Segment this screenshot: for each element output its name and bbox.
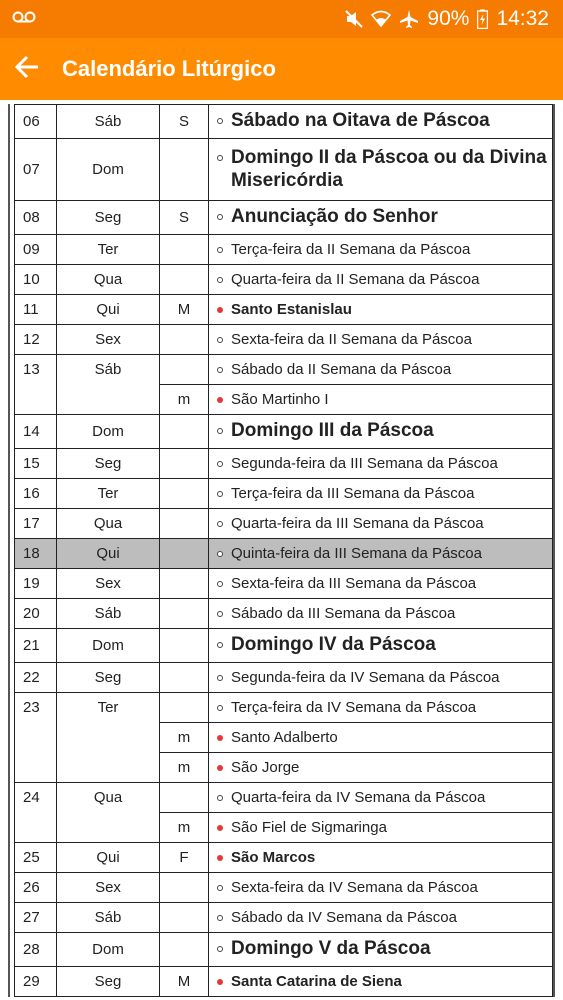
celebration-name: Quarta-feira da IV Semana da Páscoa (231, 788, 486, 806)
liturgical-grade (160, 539, 209, 569)
celebration (217, 938, 552, 961)
celebration-name: Sábado da IV Semana da Páscoa (231, 908, 457, 926)
calendar-row[interactable] (15, 539, 553, 569)
weekday: Qua (57, 265, 160, 295)
celebration (217, 879, 552, 897)
day-number: 25 (15, 843, 57, 873)
day-number: 07 (15, 139, 57, 201)
calendar-row[interactable] (15, 139, 553, 201)
weekday: Sex (57, 569, 160, 599)
celebration-name: São Jorge (231, 758, 300, 776)
celebration-cell (209, 295, 553, 325)
liturgical-grade (160, 903, 209, 933)
day-number: 14 (15, 415, 57, 449)
liturgical-grade (160, 629, 209, 663)
liturgical-grade (160, 235, 209, 265)
calendar-row[interactable] (15, 873, 553, 903)
red-bullet-icon (217, 855, 223, 861)
day-number: 12 (15, 325, 57, 355)
celebration (217, 515, 552, 533)
calendar-row[interactable] (15, 415, 553, 449)
liturgical-grade: m (160, 813, 209, 843)
celebration-cell (209, 629, 553, 663)
white-bullet-icon (217, 491, 223, 497)
day-number: 20 (15, 599, 57, 629)
white-bullet-icon (217, 247, 223, 253)
weekday: Seg (57, 967, 160, 997)
white-bullet-icon (217, 551, 223, 557)
red-bullet-icon (217, 765, 223, 771)
weekday: Sáb (57, 355, 160, 415)
celebration-name: Domingo II da Páscoa ou da Divina Misericórdia (231, 146, 547, 191)
calendar-row[interactable] (15, 105, 553, 139)
status-bar (0, 0, 563, 38)
celebration (217, 241, 552, 259)
celebration-cell (209, 479, 553, 509)
day-number: 27 (15, 903, 57, 933)
celebration (217, 147, 552, 193)
calendar-row[interactable] (15, 355, 553, 385)
liturgical-grade (160, 415, 209, 449)
red-bullet-icon (217, 735, 223, 741)
battery-charging-icon (477, 9, 488, 29)
weekday: Dom (57, 629, 160, 663)
celebration (217, 605, 552, 623)
app-bar (0, 38, 563, 100)
red-bullet-icon (217, 825, 223, 831)
celebration-name: Santo Adalberto (231, 728, 338, 746)
weekday: Dom (57, 415, 160, 449)
celebration (217, 575, 552, 593)
calendar-row[interactable] (15, 509, 553, 539)
calendar-row[interactable] (15, 903, 553, 933)
liturgical-grade (160, 479, 209, 509)
celebration-name: Quarta-feira da II Semana da Páscoa (231, 270, 480, 288)
day-number: 21 (15, 629, 57, 663)
celebration-cell (209, 843, 553, 873)
voicemail-icon (12, 10, 36, 29)
celebration-name: Sábado da II Semana da Páscoa (231, 360, 452, 378)
celebration-cell (209, 723, 553, 753)
weekday: Dom (57, 139, 160, 201)
liturgical-grade (160, 873, 209, 903)
celebration-name: Sexta-feira da III Semana da Páscoa (231, 574, 477, 592)
weekday: Ter (57, 235, 160, 265)
calendar-row[interactable] (15, 235, 553, 265)
liturgical-grade: M (160, 295, 209, 325)
celebration (217, 271, 552, 289)
white-bullet-icon (217, 214, 223, 220)
weekday: Seg (57, 663, 160, 693)
celebration-cell (209, 449, 553, 479)
day-number: 10 (15, 265, 57, 295)
celebration-name: Sábado na Oitava de Páscoa (231, 110, 490, 132)
calendar-content[interactable] (0, 100, 563, 1000)
celebration-name: Anunciação do Senhor (231, 206, 438, 228)
celebration-name: Terça-feira da II Semana da Páscoa (231, 240, 471, 258)
celebration-cell (209, 509, 553, 539)
weekday: Qui (57, 539, 160, 569)
calendar-body (15, 105, 553, 997)
white-bullet-icon (217, 581, 223, 587)
weekday: Sáb (57, 105, 160, 139)
celebration (217, 485, 552, 503)
celebration (217, 729, 552, 747)
celebration-name: Sábado da III Semana da Páscoa (231, 604, 456, 622)
calendar-table (14, 104, 553, 997)
calendar-row[interactable] (15, 693, 553, 723)
day-number: 18 (15, 539, 57, 569)
celebration-name: Quinta-feira da III Semana da Páscoa (231, 544, 482, 562)
white-bullet-icon (217, 277, 223, 283)
white-bullet-icon (217, 521, 223, 527)
celebration-cell (209, 663, 553, 693)
weekday: Sáb (57, 903, 160, 933)
calendar-row[interactable] (15, 599, 553, 629)
celebration-name: Santo Estanislau (231, 300, 352, 318)
liturgical-grade: m (160, 385, 209, 415)
liturgical-grade (160, 663, 209, 693)
calendar-row[interactable] (15, 569, 553, 599)
calendar-row[interactable] (15, 325, 553, 355)
weekday: Sex (57, 873, 160, 903)
celebration (217, 909, 552, 927)
celebration-cell (209, 933, 553, 967)
celebration (217, 789, 552, 807)
celebration-cell (209, 693, 553, 723)
celebration-cell (209, 325, 553, 355)
day-number: 13 (15, 355, 57, 415)
celebration-cell (209, 355, 553, 385)
liturgical-grade (160, 449, 209, 479)
white-bullet-icon (217, 642, 223, 648)
weekday: Ter (57, 693, 160, 783)
day-number: 16 (15, 479, 57, 509)
liturgical-grade (160, 355, 209, 385)
liturgical-grade (160, 783, 209, 813)
white-bullet-icon (217, 795, 223, 801)
celebration-name: Quarta-feira da III Semana da Páscoa (231, 514, 484, 532)
white-bullet-icon (217, 428, 223, 434)
day-number: 26 (15, 873, 57, 903)
celebration (217, 391, 552, 409)
battery-level: 90% (427, 7, 470, 30)
celebration-cell (209, 265, 553, 295)
celebration-cell (209, 201, 553, 235)
white-bullet-icon (217, 461, 223, 467)
back-button[interactable] (10, 52, 44, 86)
celebration-name: Domingo V da Páscoa (231, 938, 431, 960)
day-number: 24 (15, 783, 57, 843)
white-bullet-icon (217, 946, 223, 952)
celebration (217, 361, 552, 379)
liturgical-grade: S (160, 201, 209, 235)
celebration-name: Domingo IV da Páscoa (231, 634, 436, 656)
calendar-row[interactable] (15, 933, 553, 967)
celebration (217, 973, 552, 991)
clock: 14:32 (496, 7, 549, 30)
celebration-name: Segunda-feira da IV Semana da Páscoa (231, 668, 500, 686)
celebration-cell (209, 967, 553, 997)
day-number: 22 (15, 663, 57, 693)
liturgical-grade (160, 933, 209, 967)
calendar-row[interactable] (15, 783, 553, 813)
celebration-cell (209, 783, 553, 813)
day-number: 09 (15, 235, 57, 265)
weekday: Sáb (57, 599, 160, 629)
day-number: 28 (15, 933, 57, 967)
calendar-row[interactable] (15, 265, 553, 295)
liturgical-grade: S (160, 105, 209, 139)
celebration-name: São Marcos (231, 848, 316, 866)
celebration (217, 699, 552, 717)
day-number: 17 (15, 509, 57, 539)
celebration-name: Santa Catarina de Siena (231, 972, 402, 990)
white-bullet-icon (217, 611, 223, 617)
celebration-cell (209, 415, 553, 449)
celebration-name: São Martinho I (231, 390, 329, 408)
liturgical-grade: F (160, 843, 209, 873)
day-number: 23 (15, 693, 57, 783)
day-number: 08 (15, 201, 57, 235)
celebration (217, 634, 552, 657)
white-bullet-icon (217, 705, 223, 711)
calendar-row[interactable] (15, 449, 553, 479)
celebration-cell (209, 903, 553, 933)
celebration (217, 420, 552, 443)
red-bullet-icon (217, 397, 223, 403)
white-bullet-icon (217, 155, 223, 161)
wifi-icon (371, 10, 391, 28)
calendar-row[interactable] (15, 479, 553, 509)
celebration-cell (209, 873, 553, 903)
liturgical-grade (160, 325, 209, 355)
celebration (217, 849, 552, 867)
status-right (345, 7, 549, 31)
celebration-cell (209, 569, 553, 599)
weekday: Ter (57, 479, 160, 509)
celebration (217, 331, 552, 349)
weekday: Qui (57, 295, 160, 325)
celebration-name: Terça-feira da IV Semana da Páscoa (231, 698, 477, 716)
weekday: Sex (57, 325, 160, 355)
liturgical-grade (160, 139, 209, 201)
day-number: 06 (15, 105, 57, 139)
calendar-row[interactable] (15, 629, 553, 663)
weekday: Qui (57, 843, 160, 873)
weekday: Qua (57, 783, 160, 843)
liturgical-grade: m (160, 723, 209, 753)
celebration-cell (209, 385, 553, 415)
liturgical-grade (160, 599, 209, 629)
celebration-name: Sexta-feira da IV Semana da Páscoa (231, 878, 478, 896)
celebration-name: Segunda-feira da III Semana da Páscoa (231, 454, 498, 472)
weekday: Seg (57, 201, 160, 235)
liturgical-grade: M (160, 967, 209, 997)
arrow-left-icon (14, 55, 40, 84)
celebration-cell (209, 813, 553, 843)
celebration-name: São Fiel de Sigmaringa (231, 818, 387, 836)
celebration-cell (209, 539, 553, 569)
celebration (217, 545, 552, 563)
celebration-name: Terça-feira da III Semana da Páscoa (231, 484, 475, 502)
calendar-row[interactable] (15, 967, 553, 997)
white-bullet-icon (217, 915, 223, 921)
calendar-row[interactable] (15, 843, 553, 873)
white-bullet-icon (217, 675, 223, 681)
calendar-row[interactable] (15, 663, 553, 693)
weekday: Qua (57, 509, 160, 539)
celebration-cell (209, 599, 553, 629)
page-title: Calendário Litúrgico (62, 56, 276, 81)
weekday: Dom (57, 933, 160, 967)
airplane-icon (399, 9, 419, 29)
day-number: 19 (15, 569, 57, 599)
celebration-name: Domingo III da Páscoa (231, 420, 434, 442)
weekday: Seg (57, 449, 160, 479)
celebration-cell (209, 105, 553, 139)
liturgical-grade (160, 509, 209, 539)
celebration-cell (209, 235, 553, 265)
status-left (12, 10, 36, 29)
celebration (217, 301, 552, 319)
celebration-cell (209, 139, 553, 201)
calendar-frame (8, 104, 555, 997)
white-bullet-icon (217, 118, 223, 124)
red-bullet-icon (217, 979, 223, 985)
calendar-row[interactable] (15, 295, 553, 325)
celebration (217, 819, 552, 837)
day-number: 29 (15, 967, 57, 997)
white-bullet-icon (217, 337, 223, 343)
mute-icon (345, 10, 363, 28)
red-bullet-icon (217, 307, 223, 313)
celebration-name: Sexta-feira da II Semana da Páscoa (231, 330, 472, 348)
day-number: 11 (15, 295, 57, 325)
liturgical-grade (160, 693, 209, 723)
liturgical-grade (160, 265, 209, 295)
liturgical-grade: m (160, 753, 209, 783)
celebration (217, 455, 552, 473)
celebration (217, 206, 552, 229)
celebration (217, 759, 552, 777)
calendar-row[interactable] (15, 201, 553, 235)
celebration (217, 669, 552, 687)
white-bullet-icon (217, 367, 223, 373)
liturgical-grade (160, 569, 209, 599)
white-bullet-icon (217, 885, 223, 891)
celebration-cell (209, 753, 553, 783)
celebration (217, 110, 552, 133)
day-number: 15 (15, 449, 57, 479)
